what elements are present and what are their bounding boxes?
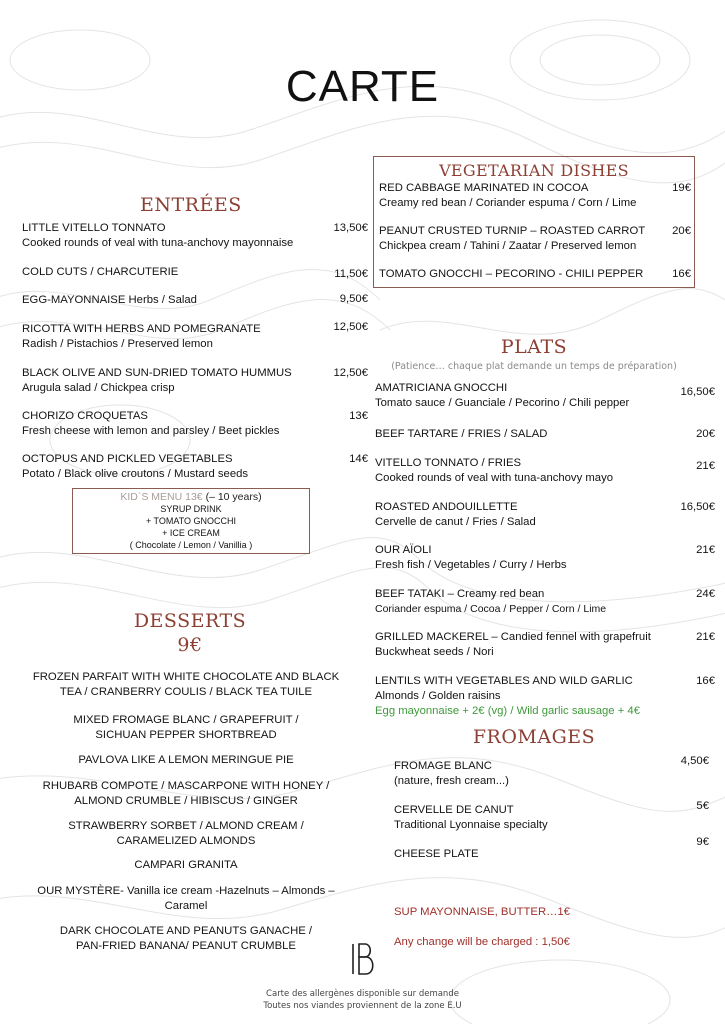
dessert-line: PAN-FRIED BANANA/ PEANUT CRUMBLE <box>76 940 296 952</box>
kids-menu-line: + ICE CREAM <box>162 528 220 538</box>
dessert-item <box>10 670 362 700</box>
item-price: 12,50€ <box>333 367 368 379</box>
item-name: BLACK OLIVE AND SUN-DRIED TOMATO HUMMUS <box>22 367 292 379</box>
item-price: 21€ <box>696 544 715 556</box>
kids-menu-heading <box>73 491 309 503</box>
dessert-line: DARK CHOCOLATE AND PEANUTS GANACHE / <box>59 925 313 937</box>
item-name: RICOTTA WITH HERBS AND POMEGRANATE <box>22 323 261 335</box>
vegetarian-box <box>373 156 695 288</box>
item-price: 13€ <box>349 410 368 422</box>
kids-menu-title: KID`S MENU 13€ <box>120 491 203 503</box>
item-desc: Fresh fish / Vegetables / Curry / Herbs <box>375 559 567 571</box>
plat-item <box>375 543 715 573</box>
restaurant-logo <box>350 942 380 976</box>
item-desc: Creamy red bean / Coriander espuma / Corn / Lime <box>379 197 637 209</box>
item-desc: Tomato sauce / Guanciale / Pecorino / Chili pepper <box>375 397 630 409</box>
item-price: 9€ <box>696 836 709 848</box>
vegetarian-item <box>379 267 691 282</box>
item-price: 24€ <box>696 588 715 600</box>
item-desc: (nature, fresh cream...) <box>394 775 509 787</box>
item-extra: Egg mayonnaise + 2€ (vg) / Wild garlic sausage + 4€ <box>375 705 640 717</box>
dessert-line: Caramel <box>164 900 208 912</box>
item-price: 14€ <box>349 453 368 465</box>
dessert-item <box>10 779 362 809</box>
plat-item <box>375 630 715 660</box>
kids-menu-line: ( Chocolate / Lemon / Vanillia ) <box>129 540 253 550</box>
plat-item <box>375 456 715 486</box>
item-name: AMATRICIANA GNOCCHI <box>375 382 508 394</box>
dessert-line: CAMPARI GRANITA <box>134 859 238 871</box>
footer-meat-origin: Toutes nos viandes proviennent de la zone E.U <box>263 1001 462 1011</box>
item-price: 21€ <box>696 631 715 643</box>
plat-item <box>375 381 715 411</box>
item-name: CHEESE PLATE <box>394 848 479 860</box>
vegetarian-title: VEGETARIAN DISHES <box>439 161 629 180</box>
entree-item <box>22 265 368 280</box>
item-name: BEEF TATAKI – Creamy red bean <box>375 588 545 600</box>
entree-item <box>22 409 368 439</box>
item-name: VITELLO TONNATO / FRIES <box>375 457 522 469</box>
item-price: 13,50€ <box>333 222 368 234</box>
dessert-line: TEA / CRANBERRY COULIS / BLACK TEA TUILE <box>59 686 313 698</box>
entrees-title: ENTRÉES <box>140 194 242 216</box>
kids-menu-age: (– 10 years) <box>205 491 262 503</box>
item-price: 16€ <box>672 268 691 280</box>
item-price: 16,50€ <box>680 386 715 398</box>
dessert-line: MIXED FROMAGE BLANC / GRAPEFRUIT / <box>73 714 299 726</box>
item-desc: Coriander espuma / Cocoa / Pepper / Corn / Lime <box>375 603 607 615</box>
dessert-item <box>10 884 362 914</box>
entree-item <box>22 452 368 482</box>
dessert-line: CARAMELIZED ALMONDS <box>116 835 256 847</box>
item-desc: Almonds / Golden raisins <box>375 690 501 702</box>
item-name: LITTLE VITELLO TONNATO <box>22 222 166 234</box>
dessert-line: RHUBARB COMPOTE / MASCARPONE WITH HONEY / <box>42 780 330 792</box>
entree-item <box>22 322 368 352</box>
item-desc: Cervelle de canut / Fries / Salad <box>375 516 536 528</box>
item-price: 19€ <box>672 182 691 194</box>
item-desc: Arugula salad / Chickpea crisp <box>22 382 175 394</box>
item-price: 20€ <box>672 225 691 237</box>
item-name: PEANUT CRUSTED TURNIP – ROASTED CARROT <box>379 225 646 237</box>
item-price: 11,50€ <box>334 268 368 280</box>
item-desc: Fresh cheese with lemon and parsley / Beet pickles <box>22 425 280 437</box>
item-price: 16,50€ <box>680 501 715 513</box>
item-desc: Potato / Black olive croutons / Mustard seeds <box>22 468 249 480</box>
item-desc: Cooked rounds of veal with tuna-anchovy mayonnaise <box>22 237 294 249</box>
item-name: TOMATO GNOCCHI – PECORINO - CHILI PEPPER <box>379 268 644 280</box>
item-name: OUR AÏOLI <box>375 544 432 556</box>
item-price: 4,50€ <box>680 755 709 767</box>
fromages-title: FROMAGES <box>472 726 596 748</box>
item-name: COLD CUTS / CHARCUTERIE <box>22 266 179 278</box>
kids-menu-line: + TOMATO GNOCCHI <box>145 516 237 526</box>
dessert-line: STRAWBERRY SORBET / ALMOND CREAM / <box>68 820 304 832</box>
item-name: LENTILS WITH VEGETABLES AND WILD GARLIC <box>375 675 633 687</box>
vegetarian-item <box>379 181 691 211</box>
item-name: BEEF TARTARE / FRIES / SALAD <box>375 428 548 440</box>
dessert-line: PAVLOVA LIKE A LEMON MERINGUE PIE <box>78 754 294 766</box>
dessert-line: ALMOND CRUMBLE / HIBISCUS / GINGER <box>74 795 298 807</box>
item-name: RED CABBAGE MARINATED IN COCOA <box>379 182 589 194</box>
item-desc: Radish / Pistachios / Preserved lemon <box>22 338 213 350</box>
entree-item <box>22 366 368 396</box>
entree-item <box>22 221 368 251</box>
desserts-title: DESSERTS <box>133 610 247 632</box>
item-name: EGG-MAYONNAISE Herbs / Salad <box>22 294 197 306</box>
logo-mark <box>350 942 380 976</box>
item-name: CHORIZO CROQUETAS <box>22 410 148 422</box>
plat-item <box>375 674 715 719</box>
dessert-line: FROZEN PARFAIT WITH WHITE CHOCOLATE AND BLACK <box>32 671 340 683</box>
change-charge-note: Any change will be charged : 1,50€ <box>394 936 570 948</box>
dessert-item <box>10 924 362 954</box>
fromage-item <box>394 836 709 862</box>
dessert-line: OUR MYSTÈRE- Vanilla ice cream -Hazelnuts – Almonds – <box>37 885 335 897</box>
footer <box>0 988 725 1012</box>
item-desc: Cooked rounds of veal with tuna-anchovy mayo <box>375 472 613 484</box>
plat-item <box>375 427 715 442</box>
dessert-line: SICHUAN PEPPER SHORTBREAD <box>95 729 277 741</box>
item-price: 21€ <box>696 460 715 472</box>
item-price: 9,50€ <box>339 293 368 305</box>
plat-item <box>375 587 715 617</box>
item-price: 5€ <box>696 800 709 812</box>
item-desc: Traditional Lyonnaise specialty <box>394 819 548 831</box>
fromage-item <box>394 800 709 833</box>
footer-allergens: Carte des allergènes disponible sur demande <box>266 989 459 999</box>
item-name: GRILLED MACKEREL – Candied fennel with grapefruit <box>375 631 651 643</box>
item-name: OCTOPUS AND PICKLED VEGETABLES <box>22 453 233 465</box>
desserts-price: 9€ <box>177 634 203 656</box>
item-name: CERVELLE DE CANUT <box>394 804 514 816</box>
dessert-item <box>10 819 362 849</box>
sup-extras-note: SUP MAYONNAISE, BUTTER…1€ <box>394 906 570 918</box>
dessert-item <box>10 858 362 873</box>
item-name: FROMAGE BLANC <box>394 760 492 772</box>
item-name: ROASTED ANDOUILLETTE <box>375 501 518 513</box>
menu-title: CARTE <box>285 62 440 111</box>
plats-note: (Patience… chaque plat demande un temps de préparation) <box>391 361 677 372</box>
kids-menu-box <box>72 488 310 554</box>
item-desc: Chickpea cream / Tahini / Zaatar / Preserved lemon <box>379 240 637 252</box>
fromage-item <box>394 755 709 789</box>
item-desc: Buckwheat seeds / Nori <box>375 646 494 658</box>
vegetarian-item <box>379 224 691 254</box>
item-price: 12,50€ <box>333 321 368 333</box>
item-price: 16€ <box>696 675 715 687</box>
dessert-item <box>10 753 362 768</box>
item-price: 20€ <box>696 428 715 440</box>
kids-menu-line: SYRUP DRINK <box>160 504 222 514</box>
entree-item <box>22 293 368 308</box>
plat-item <box>375 500 715 530</box>
plats-title: PLATS <box>500 336 568 358</box>
dessert-item <box>10 713 362 743</box>
